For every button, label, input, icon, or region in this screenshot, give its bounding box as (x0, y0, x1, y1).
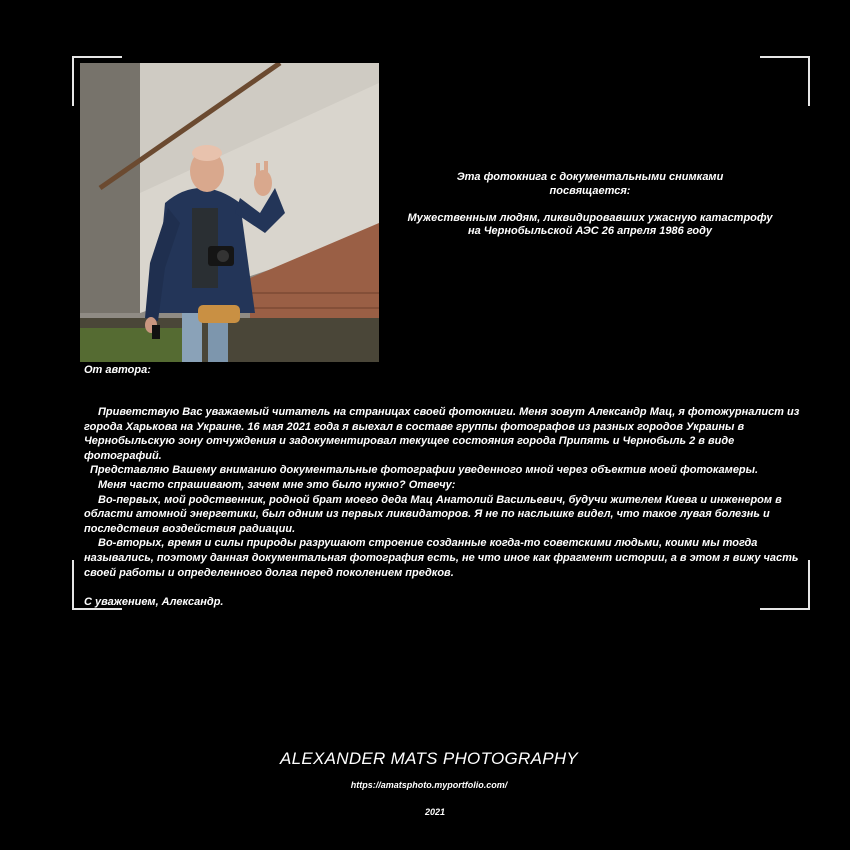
letter-paragraph-5: Во-вторых, время и силы природы разрушают строение созданные когда-то советскими людьми, коими мы тогда назывались, поэтому данная документальная фотография есть, не что иное как фрагмент истории, а в этом я вижу часть своей работы и определенного долга перед поколением предков. (84, 537, 799, 579)
author-heading: От автора: (84, 364, 151, 376)
dedication-line-3: Мужественным людям, ликвидировавших ужасную катастрофу (407, 211, 773, 224)
frame-corner-top-right (760, 56, 810, 106)
letter-signature: С уважением, Александр. (84, 595, 224, 608)
author-letter (84, 405, 804, 609)
dedication-line-1: Эта фотокнига с документальными снимками (456, 171, 724, 183)
dedication-block (380, 171, 800, 239)
letter-paragraph-2: Представляю Вашему вниманию документальные фотографии уведенного мной через объектив моей фотокамеры. (90, 464, 759, 477)
author-portrait-photo (80, 63, 379, 362)
letter-paragraph-3: Меня часто спрашивают, зачем мне это было нужно? Отвечу: (98, 478, 456, 491)
brand-title: ALEXANDER MATS PHOTOGRAPHY (279, 749, 579, 768)
letter-paragraph-1: Приветствую Вас уважаемый читатель на страницах своей фотокниги. Меня зовут Александр Мац, я фотожурналист из города Харькова на Украине. 16 мая 2021 года я выехал в составе группы фотографов из разных городов Украины в Чернобыльскую зону отчуждения и задокументировал текущее состояния города Припять и Чернобыль 2 в виде фотографий. (84, 406, 800, 462)
dedication-line-2: посвящается: (549, 184, 631, 197)
dedication-line-4: на Чернобыльской АЭС 26 апреля 1986 году (467, 225, 713, 237)
publication-year: 2021 (424, 807, 446, 817)
portfolio-url[interactable]: https://amatsphoto.myportfolio.com/ (350, 780, 508, 790)
letter-paragraph-4: Во-первых, мой родственник, родной брат моего деда Мац Анатолий Васильевич, будучи жителем Киева и инженером в области атомной энергетики, был одним из первых ликвидаторов. Я не по наслышке видел, что такое лувая болезнь и последствия воздействия радиации. (84, 493, 782, 535)
